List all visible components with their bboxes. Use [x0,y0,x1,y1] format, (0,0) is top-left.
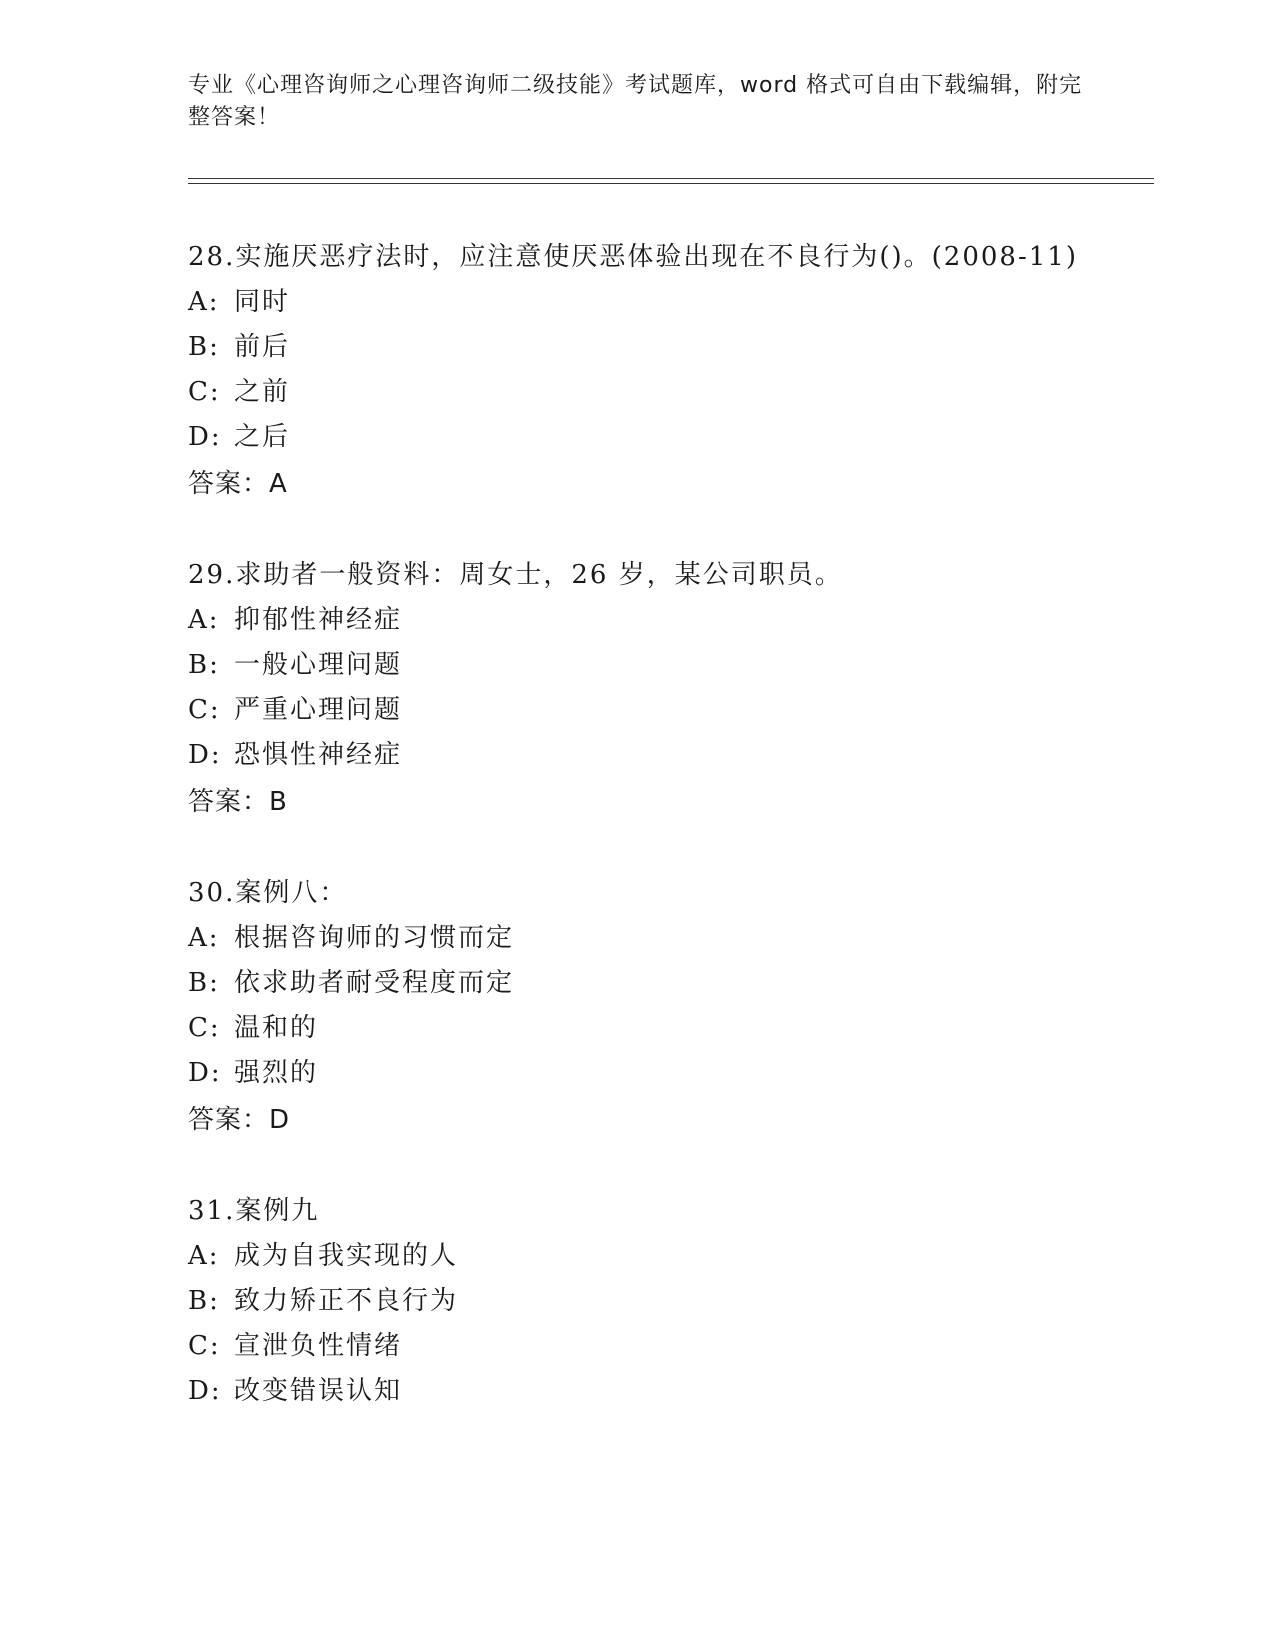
header-divider-top [188,178,1154,179]
question-30 [188,871,1088,1143]
answer-label: 答案：B [188,787,288,817]
option-b: B: 依求助者耐受程度而定 [188,968,515,998]
option-b: B: 致力矫正不良行为 [188,1286,459,1316]
question-31 [188,1189,1088,1414]
option-d: D: 恐惧性神经症 [188,740,403,770]
question-stem: 30.案例八： [188,878,348,908]
option-b: B: 一般心理问题 [188,650,403,680]
question-28 [188,235,1088,507]
option-d: D: 之后 [188,422,291,452]
option-b: B: 前后 [188,332,291,362]
question-stem: 28.实施厌恶疗法时，应注意使厌恶体验出现在不良行为()。(2008-11) [188,242,1078,272]
option-d: D: 改变错误认知 [188,1376,403,1406]
document-header: 专业《心理咨询师之心理咨询师二级技能》考试题库，word 格式可自由下载编辑，附完整答案！ [188,73,1083,130]
option-c: C: 严重心理问题 [188,695,403,725]
option-a: A: 根据咨询师的习惯而定 [188,923,515,953]
header-divider-bottom [188,183,1154,184]
answer-label: 答案：A [188,469,288,499]
option-c: C: 之前 [188,377,291,407]
option-a: A: 同时 [188,287,291,317]
option-d: D: 强烈的 [188,1058,319,1088]
question-29 [188,553,1088,825]
option-c: C: 宣泄负性情绪 [188,1331,403,1361]
option-a: A: 抑郁性神经症 [188,605,403,635]
option-a: A: 成为自我实现的人 [188,1241,459,1271]
question-stem: 29.求助者一般资料：周女士，26 岁，某公司职员。 [188,560,843,590]
answer-label: 答案：D [188,1105,291,1135]
question-list [188,235,1088,1460]
question-stem: 31.案例九 [188,1196,320,1226]
option-c: C: 温和的 [188,1013,319,1043]
